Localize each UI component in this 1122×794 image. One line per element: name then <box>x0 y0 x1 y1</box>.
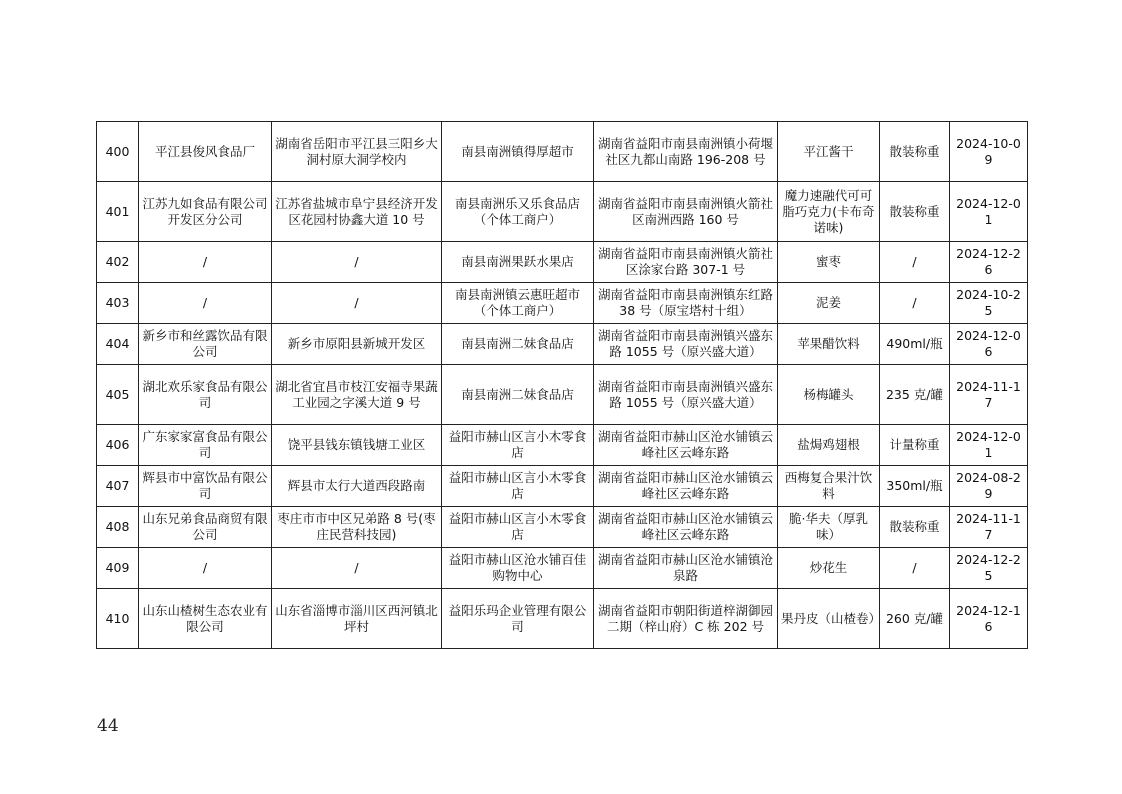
producer-name-cell: 山东山楂树生态农业有限公司 <box>139 589 272 649</box>
producer-name-cell: 湖北欢乐家食品有限公司 <box>139 365 272 425</box>
serial-number-cell: 405 <box>97 365 139 425</box>
table-row <box>97 324 1028 365</box>
seller-name-cell: 益阳市赫山区言小木零食店 <box>442 466 594 507</box>
producer-address-cell: 山东省淄博市淄川区西河镇北坪村 <box>272 589 442 649</box>
producer-name-cell: 辉县市中富饮品有限公司 <box>139 466 272 507</box>
seller-address-cell: 湖南省益阳市南县南洲镇东红路 38 号（原宝塔村十组） <box>594 283 778 324</box>
specification-cell: / <box>880 242 950 283</box>
producer-address-cell: / <box>272 242 442 283</box>
production-date-cell: 2024-12-01 <box>950 425 1028 466</box>
specification-cell: 散装称重 <box>880 122 950 182</box>
production-date-cell: 2024-12-16 <box>950 589 1028 649</box>
production-date-cell: 2024-12-06 <box>950 324 1028 365</box>
seller-name-cell: 益阳市赫山区言小木零食店 <box>442 507 594 548</box>
production-date-cell: 2024-11-17 <box>950 365 1028 425</box>
seller-name-cell: 南县南洲镇云惠旺超市（个体工商户） <box>442 283 594 324</box>
production-date-cell: 2024-12-26 <box>950 242 1028 283</box>
producer-address-cell: 湖南省岳阳市平江县三阳乡大洞村原大洞学校内 <box>272 122 442 182</box>
serial-number-cell: 404 <box>97 324 139 365</box>
seller-address-cell: 湖南省益阳市赫山区沧水铺镇云峰社区云峰东路 <box>594 507 778 548</box>
serial-number-cell: 407 <box>97 466 139 507</box>
seller-address-cell: 湖南省益阳市朝阳街道梓湖御园二期（梓山府）C 栋 202 号 <box>594 589 778 649</box>
product-name-cell: 泥姜 <box>778 283 880 324</box>
producer-address-cell: / <box>272 283 442 324</box>
table-body <box>97 122 1028 649</box>
product-name-cell: 脆·华夫（厚乳味） <box>778 507 880 548</box>
seller-address-cell: 湖南省益阳市赫山区沧水铺镇云峰社区云峰东路 <box>594 425 778 466</box>
product-name-cell: 蜜枣 <box>778 242 880 283</box>
table-row <box>97 365 1028 425</box>
serial-number-cell: 401 <box>97 182 139 242</box>
seller-address-cell: 湖南省益阳市南县南洲镇火箭社区涂家台路 307-1 号 <box>594 242 778 283</box>
producer-address-cell: 饶平县钱东镇钱塘工业区 <box>272 425 442 466</box>
product-name-cell: 平江酱干 <box>778 122 880 182</box>
table-row <box>97 548 1028 589</box>
product-name-cell: 魔力速融代可可脂巧克力(卡布奇诺味) <box>778 182 880 242</box>
production-date-cell: 2024-12-01 <box>950 182 1028 242</box>
production-date-cell: 2024-10-25 <box>950 283 1028 324</box>
table-row <box>97 507 1028 548</box>
table-row <box>97 589 1028 649</box>
producer-name-cell: 山东兄弟食品商贸有限公司 <box>139 507 272 548</box>
producer-address-cell: 辉县市太行大道西段路南 <box>272 466 442 507</box>
product-name-cell: 杨梅罐头 <box>778 365 880 425</box>
producer-address-cell: 枣庄市市中区兄弟路 8 号(枣庄民营科技园) <box>272 507 442 548</box>
serial-number-cell: 400 <box>97 122 139 182</box>
serial-number-cell: 410 <box>97 589 139 649</box>
specification-cell: / <box>880 548 950 589</box>
sampling-table <box>96 121 1028 649</box>
seller-address-cell: 湖南省益阳市赫山区沧水铺镇云峰社区云峰东路 <box>594 466 778 507</box>
page-number: 44 <box>97 716 119 736</box>
producer-name-cell: / <box>139 283 272 324</box>
specification-cell: 散装称重 <box>880 507 950 548</box>
seller-name-cell: 益阳市赫山区言小木零食店 <box>442 425 594 466</box>
producer-name-cell: / <box>139 548 272 589</box>
producer-name-cell: 广东家家富食品有限公司 <box>139 425 272 466</box>
producer-name-cell: / <box>139 242 272 283</box>
seller-address-cell: 湖南省益阳市南县南洲镇兴盛东路 1055 号（原兴盛大道） <box>594 365 778 425</box>
product-name-cell: 苹果醋饮料 <box>778 324 880 365</box>
product-name-cell: 西梅复合果汁饮料 <box>778 466 880 507</box>
production-date-cell: 2024-11-17 <box>950 507 1028 548</box>
producer-address-cell: 江苏省盐城市阜宁县经济开发区花园村协鑫大道 10 号 <box>272 182 442 242</box>
product-name-cell: 炒花生 <box>778 548 880 589</box>
seller-address-cell: 湖南省益阳市南县南洲镇兴盛东路 1055 号（原兴盛大道） <box>594 324 778 365</box>
serial-number-cell: 409 <box>97 548 139 589</box>
producer-name-cell: 平江县俊风食品厂 <box>139 122 272 182</box>
seller-name-cell: 南县南洲二妹食品店 <box>442 365 594 425</box>
seller-address-cell: 湖南省益阳市南县南洲镇火箭社区南洲西路 160 号 <box>594 182 778 242</box>
producer-address-cell: / <box>272 548 442 589</box>
specification-cell: 计量称重 <box>880 425 950 466</box>
table-row <box>97 425 1028 466</box>
producer-address-cell: 湖北省宜昌市枝江安福寺果蔬工业园之字溪大道 9 号 <box>272 365 442 425</box>
producer-address-cell: 新乡市原阳县新城开发区 <box>272 324 442 365</box>
specification-cell: 散装称重 <box>880 182 950 242</box>
seller-address-cell: 湖南省益阳市南县南洲镇小荷堰社区九都山南路 196-208 号 <box>594 122 778 182</box>
specification-cell: 260 克/罐 <box>880 589 950 649</box>
seller-address-cell: 湖南省益阳市赫山区沧水铺镇沧泉路 <box>594 548 778 589</box>
production-date-cell: 2024-08-29 <box>950 466 1028 507</box>
producer-name-cell: 江苏九如食品有限公司开发区分公司 <box>139 182 272 242</box>
seller-name-cell: 南县南洲乐又乐食品店（个体工商户） <box>442 182 594 242</box>
table-row <box>97 466 1028 507</box>
specification-cell: 235 克/罐 <box>880 365 950 425</box>
production-date-cell: 2024-12-25 <box>950 548 1028 589</box>
serial-number-cell: 403 <box>97 283 139 324</box>
table-row <box>97 242 1028 283</box>
seller-name-cell: 益阳市赫山区沧水铺百佳购物中心 <box>442 548 594 589</box>
table-row <box>97 182 1028 242</box>
product-name-cell: 果丹皮（山楂卷） <box>778 589 880 649</box>
seller-name-cell: 益阳乐玛企业管理有限公司 <box>442 589 594 649</box>
product-name-cell: 盐焗鸡翅根 <box>778 425 880 466</box>
specification-cell: 350ml/瓶 <box>880 466 950 507</box>
table-row <box>97 283 1028 324</box>
producer-name-cell: 新乡市和丝露饮品有限公司 <box>139 324 272 365</box>
serial-number-cell: 408 <box>97 507 139 548</box>
specification-cell: / <box>880 283 950 324</box>
specification-cell: 490ml/瓶 <box>880 324 950 365</box>
production-date-cell: 2024-10-09 <box>950 122 1028 182</box>
seller-name-cell: 南县南洲果跃水果店 <box>442 242 594 283</box>
table-row <box>97 122 1028 182</box>
seller-name-cell: 南县南洲二妹食品店 <box>442 324 594 365</box>
serial-number-cell: 406 <box>97 425 139 466</box>
seller-name-cell: 南县南洲镇得厚超市 <box>442 122 594 182</box>
serial-number-cell: 402 <box>97 242 139 283</box>
